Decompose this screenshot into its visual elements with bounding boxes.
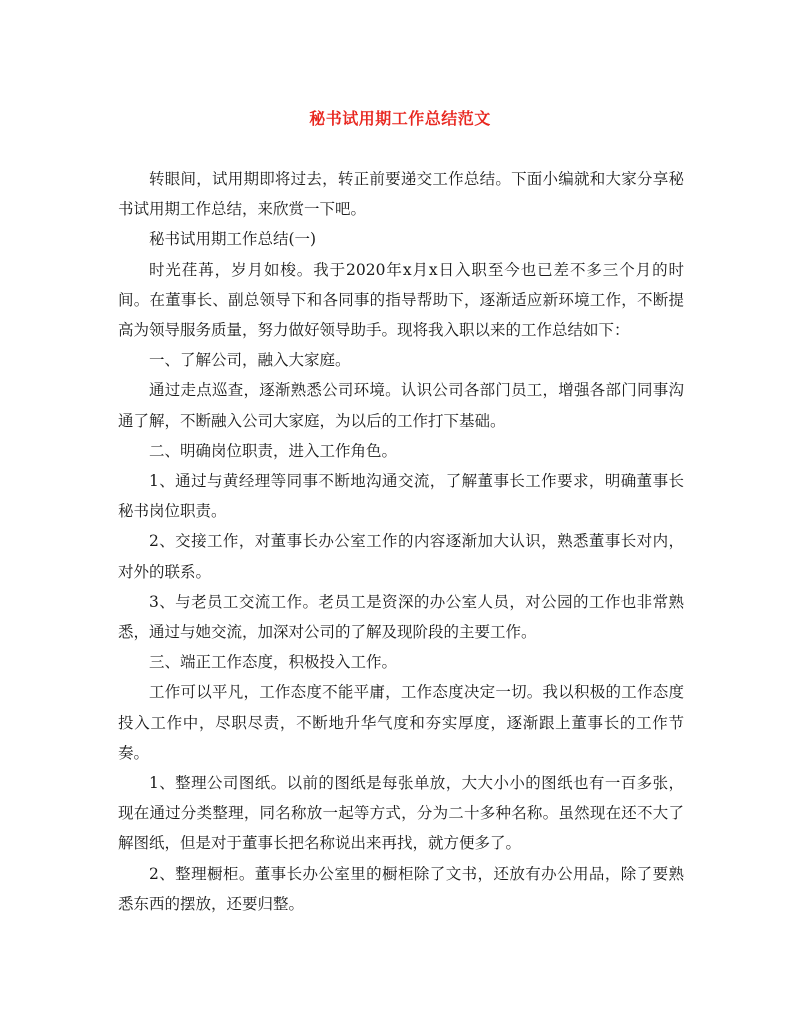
list-item-3-2: 2、整理橱柜。董事长办公室里的橱柜除了文书，还放有办公用品，除了要熟悉东西的摆放，还要归整。 xyxy=(118,864,684,913)
list-item-2-2: 2、交接工作，对董事长办公室工作的内容逐渐加大认识，熟悉董事长对内，对外的联系。 xyxy=(118,532,684,581)
list-item-3-1: 1、整理公司图纸。以前的图纸是每张单放，大大小小的图纸也有一百多张，现在通过分类整理，同名称放一起等方式，分为二十多种名称。虽然现在还不大了解图纸，但是对于董事长把名称说出来再找，就方便多了。 xyxy=(118,774,684,853)
document-title: 秘书试用期工作总结范文 xyxy=(309,109,491,128)
paragraph-section-1: 通过走点巡查，逐渐熟悉公司环境。认识公司各部门员工，增强各部门同事沟通了解，不断融入公司大家庭，为以后的工作打下基础。 xyxy=(118,381,684,430)
section-heading-2: 二、明确岗位职责，进入工作角色。 xyxy=(149,441,398,460)
section-heading-1: 一、了解公司，融入大家庭。 xyxy=(149,351,351,370)
list-item-2-3: 3、与老员工交流工作。老员工是资深的办公室人员，对公园的工作也非常熟悉，通过与她交流，加深对公司的了解及现阶段的主要工作。 xyxy=(118,592,684,642)
paragraph-opening: 时光荏苒，岁月如梭。我于2020年x月x日入职至今也已差不多三个月的时间。在董事长、副总领导下和各同事的指导帮助下，逐渐适应新环境工作，不断提高为领导服务质量，努力做好领导助手。现将我入职以来的工作总结如下： xyxy=(118,260,684,340)
paragraph-section-3: 工作可以平凡，工作态度不能平庸，工作态度决定一切。我以积极的工作态度投入工作中，尽职尽责，不断地升华气度和夯实厚度，逐渐跟上董事长的工作节奏。 xyxy=(118,683,684,762)
paragraph-intro: 转眼间，试用期即将过去，转正前要递交工作总结。下面小编就和大家分享秘书试用期工作总结，来欣赏一下吧。 xyxy=(118,170,684,219)
list-item-2-1: 1、通过与黄经理等同事不断地沟通交流，了解董事长工作要求，明确董事长秘书岗位职责。 xyxy=(118,472,684,521)
paragraph-subtitle: 秘书试用期工作总结(一) xyxy=(149,230,317,249)
document-body xyxy=(118,164,684,919)
section-heading-3: 三、端正工作态度，积极投入工作。 xyxy=(149,653,398,672)
